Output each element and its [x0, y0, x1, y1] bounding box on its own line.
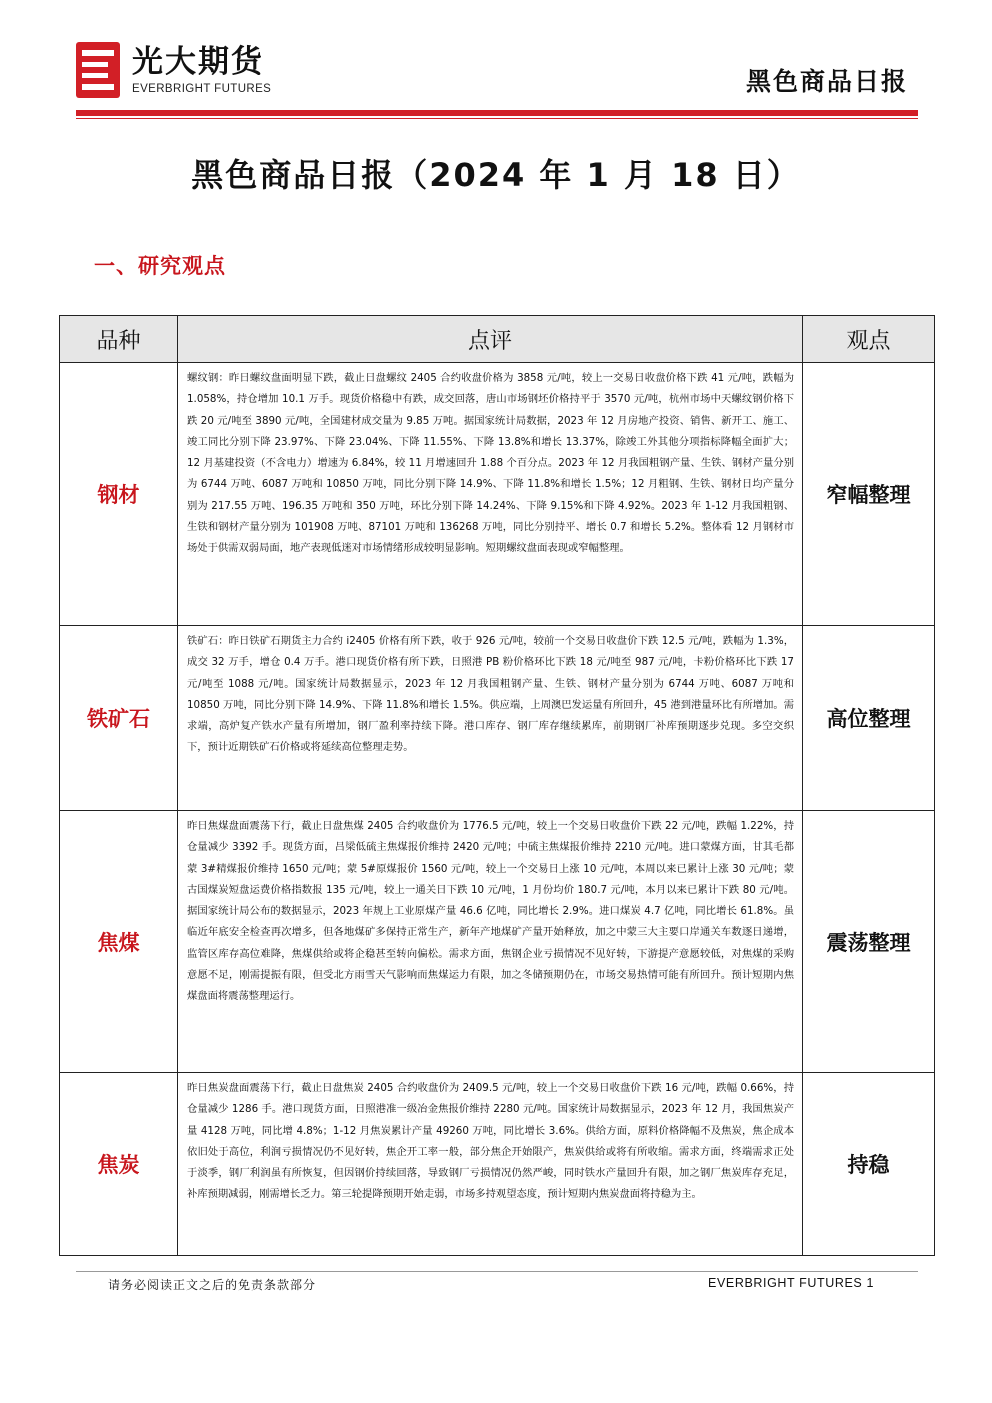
research-views-table [59, 315, 935, 1256]
category-cell: 钢材 [60, 363, 178, 626]
comment-cell: 昨日焦煤盘面震荡下行，截止日盘焦煤 2405 合约收盘价为 1776.5 元/吨，较上一个交易日收盘价下跌 22 元/吨，跌幅 1.22%，持仓量减少 3392 手。现货方面，吕梁低硫主焦煤报价维持 2420 元/吨；中硫主焦煤报价维持 2210 元/吨。进口蒙煤方面，甘其毛都蒙 3#精煤报价维持 1650 元/吨；蒙 5#原煤报价 1560 元/吨，较上一个交易日上涨 10 元/吨，本周以来已累计上涨 30 元/吨；蒙古国煤炭短盘运费价格指数报 135 元/吨，较上一通关日下跌 10 元/吨，1 月份均价 180.7 元/吨，本月以来已累计下跌 80 元/吨。据国家统计局公布的数据显示，2023 年规上工业原煤产量 46.6 亿吨，同比增长 2.9%。进口煤炭 4.7 亿吨，同比增长 61.8%。虽临近年底安全检查再次增多，但各地煤矿多保持正常生产，新年产地煤矿产量开始释放，加之中蒙三大主要口岸通关车数逐日递增，监管区库存高位难降，焦煤供给或将企稳甚至转向偏松。需求方面，焦钢企业亏损情况不见好转，下游提产意愿较低，对焦煤的采购意愿不足，刚需提振有限，但受北方雨雪天气影响而焦煤运力有限，加之冬储预期仍在，市场交易热情可能有所回升。预计短期内焦煤盘面将震荡整理运行。 [178, 811, 803, 1073]
category-cell: 铁矿石 [60, 626, 178, 811]
view-cell: 震荡整理 [803, 811, 935, 1073]
view-cell: 窄幅整理 [803, 363, 935, 626]
comment-cell: 铁矿石：昨日铁矿石期货主力合约 i2405 价格有所下跌，收于 926 元/吨，较前一个交易日收盘价下跌 12.5 元/吨，跌幅为 1.3%，成交 32 万手，增仓 0.4 万手。港口现货价格有所下跌，日照港 PB 粉价格环比下跌 18 元/吨至 987 元/吨，卡粉价格环比下跌 17 元/吨至 1088 元/吨。国家统计局数据显示，2023 年 12 月我国粗钢产量、生铁、钢材产量分别为 6744 万吨、6087 万吨和 10850 万吨，同比分别下降 14.9%、下降 11.8%和增长 1.5%。供应端，上周澳巴发运量有所回升，45 港到港量环比有所增加。需求端，高炉复产铁水产量有所增加，钢厂盈利率持续下降。港口库存、钢厂库存继续累库，前期钢厂补库预期逐步兑现。多空交织下，预计近期铁矿石价格或将延续高位整理走势。 [178, 626, 803, 811]
header-report-title: 黑色商品日报 [745, 67, 908, 96]
category-cell: 焦炭 [60, 1073, 178, 1256]
document-title: 黑色商品日报（2024 年 1 月 18 日） [191, 156, 801, 194]
table-row [60, 1073, 935, 1256]
category-cell: 焦煤 [60, 811, 178, 1073]
table-row [60, 363, 935, 626]
header-divider [76, 110, 918, 116]
logo-chinese-name: 光大期货 [132, 44, 264, 80]
comment-cell: 昨日焦炭盘面震荡下行，截止日盘焦炭 2405 合约收盘价为 2409.5 元/吨，较上一个交易日收盘价下跌 16 元/吨，跌幅 0.66%，持仓量减少 1286 手。港口现货方面，日照港准一级冶金焦报价维持 2280 元/吨。国家统计局数据显示，2023 年 12 月，我国焦炭产量 4128 万吨，同比增 4.8%；1-12 月焦炭累计产量 49260 万吨，同比增长 3.6%。供给方面，原料价格降幅不及焦炭，焦企成本依旧处于高位，利润亏损情况仍不见好转，焦企开工率一般，部分焦企开始限产，焦炭供给或将有所收缩。需求方面，终端需求正处于淡季，钢厂利润虽有所恢复，但因钢价持续回落，导致钢厂亏损情况仍然严峻，同时铁水产量回升有限，加之钢厂焦炭库存充足，补库预期减弱，刚需增长乏力。第三轮提降预期开始走弱，市场多持观望态度，预计短期内焦炭盘面将持稳为主。 [178, 1073, 803, 1256]
everbright-logo-icon [76, 42, 120, 98]
view-cell: 持稳 [803, 1073, 935, 1256]
header-comment: 点评 [178, 316, 803, 363]
footer-disclaimer: 请务必阅读正文之后的免责条款部分 [108, 1278, 317, 1292]
view-cell: 高位整理 [803, 626, 935, 811]
table-row [60, 626, 935, 811]
logo-english-name: EVERBRIGHT FUTURES [132, 83, 272, 95]
table-row [60, 811, 935, 1073]
header-view: 观点 [803, 316, 935, 363]
section-heading: 一、研究观点 [94, 254, 226, 278]
header-category: 品种 [60, 316, 178, 363]
table-header-row [60, 316, 935, 363]
footer-divider [76, 1271, 918, 1272]
header-divider-thin [76, 118, 918, 119]
page-header [76, 38, 918, 120]
comment-cell: 螺纹钢：昨日螺纹盘面明显下跌，截止日盘螺纹 2405 合约收盘价格为 3858 元/吨，较上一交易日收盘价格下跌 41 元/吨，跌幅为 1.058%，持仓增加 10.1 万手。现货价格稳中有跌，成交回落，唐山市场钢坯价格持平于 3570 元/吨，杭州市场中天螺纹钢价格下跌 20 元/吨至 3890 元/吨，全国建材成交量为 9.85 万吨。据国家统计局数据，2023 年 12 月房地产投资、销售、新开工、施工、竣工同比分别下降 23.97%、下降 23.04%、下降 11.55%、下降 13.8%和增长 13.37%，除竣工外其他分项指标降幅全面扩大；12 月基建投资（不含电力）增速为 6.84%，较 11 月增速回升 1.88 个百分点。2023 年 12 月我国粗钢产量、生铁、钢材产量分别为 6744 万吨、6087 万吨和 10850 万吨，同比分别下降 14.9%、下降 11.8%和增长 1.5%；12 月粗钢、生铁、钢材日均产量分别为 217.55 万吨、196.35 万吨和 350 万吨，环比分别下降 14.24%、下降 9.15%和下降 4.92%。2023 年 1-12 月我国粗钢、生铁和钢材产量分别为 101908 万吨、87101 万吨和 136268 万吨，同比分别持平、增长 0.7 和增长 5.2%。整体看 12 月钢材市场处于供需双弱局面，地产表现低迷对市场情绪形成较明显影响。短期螺纹盘面表现或窄幅整理。 [178, 363, 803, 626]
footer-brand-page-number: EVERBRIGHT FUTURES 1 [708, 1276, 874, 1290]
